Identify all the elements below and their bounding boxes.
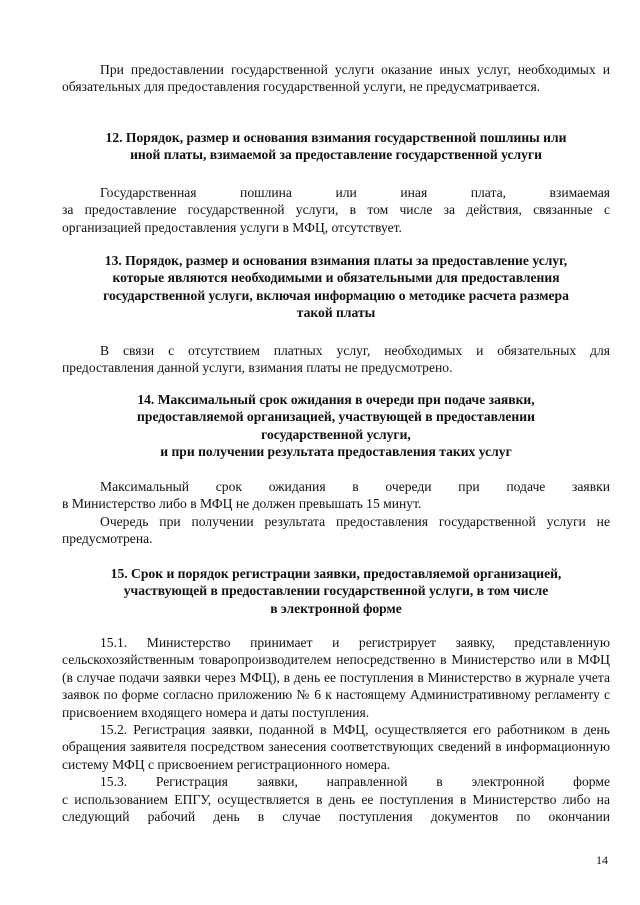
section-15-heading xyxy=(62,565,610,617)
section-12-heading-line-2: иной платы, взимаемой за предоставление государственной услуги xyxy=(130,147,542,163)
section-14-body xyxy=(62,478,610,548)
section-13-body xyxy=(62,342,610,377)
section-13-heading xyxy=(62,252,610,322)
section-14-heading-line-2: предоставляемой организацией, участвующей в предоставлении xyxy=(137,409,535,425)
section-13-heading-line-1: 13. Порядок, размер и основания взимания платы за предоставление услуг, xyxy=(104,253,568,268)
section-15-heading-line-3: в электронной форме xyxy=(270,600,402,616)
section-12-heading xyxy=(62,129,610,164)
section-15-heading-line-2: участвующей в предоставлении государственной услуги, в том числе xyxy=(123,583,549,599)
section-12-heading-line-1: 12. Порядок, размер и основания взимания государственной пошлины или xyxy=(105,130,567,145)
section-14-heading-line-4: и при получении результата предоставления таких услуг xyxy=(160,444,512,460)
page-number: 14 xyxy=(596,853,608,867)
section-14-heading-line-1: 14. Максимальный срок ожидания в очереди при подаче заявки, xyxy=(137,392,535,407)
section-14-paragraph-2: Очередь при получении результата предоставления государственной услуги не предусмотрена. xyxy=(62,513,610,547)
section-15-paragraph-2: 15.2. Регистрация заявки, поданной в МФЦ, осуществляется его работником в день обращения заявителя посредством занесения соответствующих сведений в информационную систему МФЦ с присвоением регистрационного номера. xyxy=(62,722,610,772)
section-15-paragraph-3-rest: с использованием ЕПГУ, осуществляется в день ее поступления в Министерство либо на следующий рабочий день в случае поступления документов по окончании xyxy=(62,791,610,825)
section-14-paragraph-1-line-1: Максимальный срок ожидания в очереди при подаче заявки xyxy=(100,479,610,494)
intro-paragraph: При предоставлении государственной услуги оказание иных услуг, необходимых и обязательных для предоставления государственной услуги, не предусматривается. xyxy=(62,62,610,95)
section-13-heading-line-3: государственной услуги, включая информацию о методике расчета размера xyxy=(103,287,569,303)
section-15-paragraph-1: 15.1. Министерство принимает и регистрирует заявку, представленную сельскохозяйственным товаропроизводителем непосредственно в Министерство или в МФЦ (в случае подачи заявки через МФЦ), в день ее поступления в Министерство в журнале учета заявок по форме согласно приложению № 6 к настоящему Административному регламенту с присвоением входящего номера и даты поступления. xyxy=(62,635,610,720)
section-14-heading-line-3: государственной услуги, xyxy=(261,426,411,442)
section-12-paragraph-rest: за предоставление государственной услуги, в том числе за действия, связанные с организацией предоставления услуги в МФЦ, отсутствует. xyxy=(62,202,610,235)
section-13-paragraph: В связи с отсутствием платных услуг, необходимых и обязательных для предоставления данной услуги, взимания платы не предусмотрено. xyxy=(62,343,610,376)
section-13-heading-line-2: которые являются необходимыми и обязательными для предоставления xyxy=(112,270,560,286)
section-12-body xyxy=(62,184,610,236)
section-13-heading-line-4: такой платы xyxy=(296,305,376,321)
section-14-heading xyxy=(62,391,610,461)
intro-section xyxy=(62,61,610,96)
section-14-paragraph-1-rest: в Министерство либо в МФЦ не должен превышать 15 минут. xyxy=(62,496,422,512)
section-12-paragraph-line-1: Государственная пошлина или иная плата, взимаемая xyxy=(100,185,610,200)
section-15-heading-line-1: 15. Срок и порядок регистрации заявки, предоставляемой организацией, xyxy=(110,566,562,581)
section-15-body xyxy=(62,634,610,825)
section-15-paragraph-3-line-1: 15.3. Регистрация заявки, направленной в электронной форме xyxy=(100,774,610,790)
